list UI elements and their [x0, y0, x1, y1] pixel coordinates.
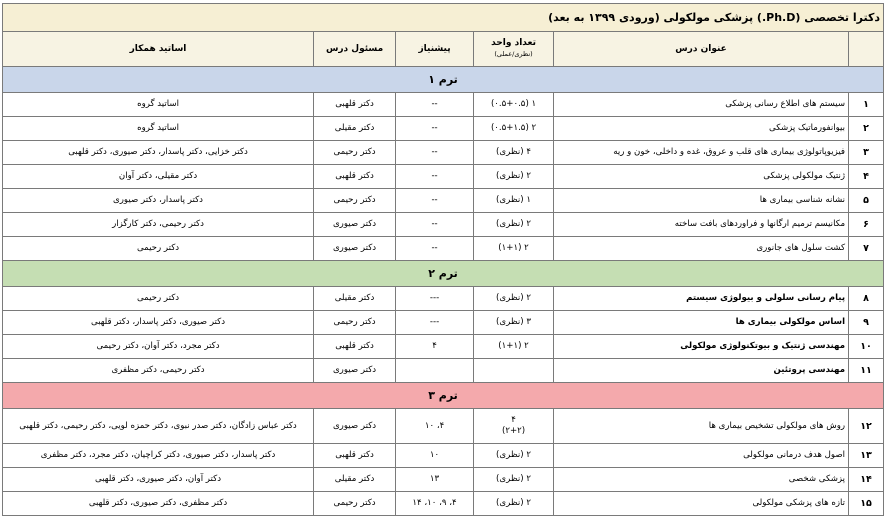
course-prereq: --- [396, 287, 474, 311]
course-number: ۵ [849, 189, 884, 213]
course-responsible: دکتر قلهبی [314, 444, 396, 468]
course-units-line2: (۲+۲) [501, 426, 526, 436]
course-row [3, 165, 884, 189]
course-title: فیزیوپاتولوژی بیماری های قلب و عروق، غده و داخلی، خون و ریه [554, 141, 849, 165]
course-coteachers: دکتر آوان، دکتر صیوری، دکتر قلهبی [3, 468, 314, 492]
course-prereq: ۴ [396, 335, 474, 359]
course-title: مکانیسم ترمیم ارگانها و فراوردهای بافت ساخته [554, 213, 849, 237]
course-prereq: ۴، ۱۰ [396, 409, 474, 444]
course-responsible: دکتر صیوری [314, 237, 396, 261]
course-prereq [396, 359, 474, 383]
course-number: ۱۳ [849, 444, 884, 468]
course-prereq: ۱۳ [396, 468, 474, 492]
course-number: ۸ [849, 287, 884, 311]
course-title: روش های مولکولی تشخیص بیماری ها [554, 409, 849, 444]
course-title: اساس مولکولی بیماری ها [554, 311, 849, 335]
course-number: ۱ [849, 93, 884, 117]
course-title: کشت سلول های جانوری [554, 237, 849, 261]
course-units-line1: ۴ [511, 415, 516, 425]
table-title: دکترا تخصصی (Ph.D.) پزشکی مولکولی (ورودی ۱۳۹۹ به بعد) [3, 4, 884, 32]
course-title: مهندسی پروتئین [554, 359, 849, 383]
course-units: ۲ (۱+۱) [474, 335, 554, 359]
header-row [3, 32, 884, 67]
course-row [3, 213, 884, 237]
course-units: ۲ (نظری) [474, 213, 554, 237]
header-num [849, 32, 884, 67]
course-row [3, 141, 884, 165]
course-responsible: دکتر رحیمی [314, 492, 396, 516]
course-row [3, 237, 884, 261]
term-header-row [3, 67, 884, 93]
term-header-row [3, 261, 884, 287]
course-number: ۱۴ [849, 468, 884, 492]
course-prereq: --- [396, 311, 474, 335]
curriculum-table [2, 3, 884, 516]
course-prereq: -- [396, 117, 474, 141]
course-title: مهندسی ژنتیک و بیوتکنولوژی مولکولی [554, 335, 849, 359]
header-units-label: تعداد واحد [491, 38, 536, 48]
course-units [474, 359, 554, 383]
course-responsible: دکتر قلهبی [314, 335, 396, 359]
term-label: ترم ۳ [3, 383, 884, 409]
course-units: ۱ (نظری) [474, 189, 554, 213]
course-coteachers: دکتر عباس زادگان، دکتر صدر نبوی، دکتر حمزه لویی، دکتر رحیمی، دکتر قلهبی [3, 409, 314, 444]
course-row [3, 287, 884, 311]
course-responsible: دکتر رحیمی [314, 141, 396, 165]
course-units: ۲ (نظری) [474, 444, 554, 468]
course-row [3, 359, 884, 383]
course-coteachers: اساتید گروه [3, 117, 314, 141]
course-units: ۲ (نظری) [474, 468, 554, 492]
course-coteachers: دکتر رحیمی، دکتر مظفری [3, 359, 314, 383]
course-units: ۲ (۱+۱) [474, 237, 554, 261]
course-prereq: -- [396, 93, 474, 117]
course-coteachers: دکتر مجرد، دکتر آوان، دکتر رحیمی [3, 335, 314, 359]
course-coteachers: دکتر مقیلی، دکتر آوان [3, 165, 314, 189]
course-number: ۳ [849, 141, 884, 165]
course-number: ۴ [849, 165, 884, 189]
course-number: ۱۲ [849, 409, 884, 444]
course-responsible: دکتر مقیلی [314, 117, 396, 141]
course-units: ۴ (نظری) [474, 141, 554, 165]
course-title: پزشکی شخصی [554, 468, 849, 492]
course-row [3, 468, 884, 492]
course-number: ۷ [849, 237, 884, 261]
term-label: ترم ۱ [3, 67, 884, 93]
course-title: تازه های پزشکی مولکولی [554, 492, 849, 516]
course-row [3, 335, 884, 359]
header-units [474, 32, 554, 67]
course-number: ۱۰ [849, 335, 884, 359]
course-prereq: -- [396, 237, 474, 261]
course-number: ۶ [849, 213, 884, 237]
course-row [3, 117, 884, 141]
course-coteachers: دکتر رحیمی [3, 237, 314, 261]
header-course: عنوان درس [554, 32, 849, 67]
course-coteachers: دکتر رحیمی، دکتر کارگزار [3, 213, 314, 237]
course-responsible: دکتر قلهبی [314, 93, 396, 117]
course-title: بیوانفورماتیک پزشکی [554, 117, 849, 141]
course-responsible: دکتر مقیلی [314, 287, 396, 311]
course-responsible: دکتر صیوری [314, 409, 396, 444]
course-row [3, 492, 884, 516]
course-coteachers: دکتر صیوری، دکتر پاسدار، دکتر قلهبی [3, 311, 314, 335]
header-units-sub: (نظری/عملی) [494, 50, 533, 58]
course-units [474, 409, 554, 444]
course-row [3, 409, 884, 444]
course-coteachers: دکتر پاسدار، دکتر صیوری [3, 189, 314, 213]
course-number: ۱۱ [849, 359, 884, 383]
course-responsible: دکتر صیوری [314, 359, 396, 383]
course-coteachers: دکتر مظفری، دکتر صیوری، دکتر قلهبی [3, 492, 314, 516]
course-coteachers: اساتید گروه [3, 93, 314, 117]
course-responsible: دکتر مقیلی [314, 468, 396, 492]
term-label: ترم ۲ [3, 261, 884, 287]
course-row [3, 189, 884, 213]
header-coteachers: اساتید همکار [3, 32, 314, 67]
course-title: اصول هدف درمانی مولکولی [554, 444, 849, 468]
course-responsible: دکتر قلهبی [314, 165, 396, 189]
course-row [3, 311, 884, 335]
course-title: نشانه شناسی بیماری ها [554, 189, 849, 213]
course-row [3, 93, 884, 117]
course-units: ۳ (نظری) [474, 311, 554, 335]
course-units: ۱ (۰.۵+۰.۵) [474, 93, 554, 117]
course-prereq: -- [396, 165, 474, 189]
course-number: ۲ [849, 117, 884, 141]
course-title: سیستم های اطلاع رسانی پزشکی [554, 93, 849, 117]
course-prereq: ۴، ۹، ۱۰، ۱۴ [396, 492, 474, 516]
course-units: ۲ (نظری) [474, 165, 554, 189]
course-units: ۲ (۰.۵+۱.۵) [474, 117, 554, 141]
course-responsible: دکتر رحیمی [314, 189, 396, 213]
course-number: ۱۵ [849, 492, 884, 516]
course-coteachers: دکتر خزایی، دکتر پاسدار، دکتر صیوری، دکتر قلهبی [3, 141, 314, 165]
course-title: ژنتیک مولکولی پزشکی [554, 165, 849, 189]
course-row [3, 444, 884, 468]
course-number: ۹ [849, 311, 884, 335]
course-units: ۲ (نظری) [474, 492, 554, 516]
term-header-row [3, 383, 884, 409]
header-prereq: پیشنیاز [396, 32, 474, 67]
course-prereq: -- [396, 189, 474, 213]
course-prereq: -- [396, 141, 474, 165]
course-units: ۲ (نظری) [474, 287, 554, 311]
course-prereq: -- [396, 213, 474, 237]
course-title: پیام رسانی سلولی و بیولوژی سیستم [554, 287, 849, 311]
course-coteachers: دکتر رحیمی [3, 287, 314, 311]
course-prereq: ۱۰ [396, 444, 474, 468]
course-responsible: دکتر رحیمی [314, 311, 396, 335]
course-coteachers: دکتر پاسدار، دکتر صیوری، دکتر کراچیان، دکتر مجرد، دکتر مظفری [3, 444, 314, 468]
course-responsible: دکتر صیوری [314, 213, 396, 237]
header-responsible: مسئول درس [314, 32, 396, 67]
